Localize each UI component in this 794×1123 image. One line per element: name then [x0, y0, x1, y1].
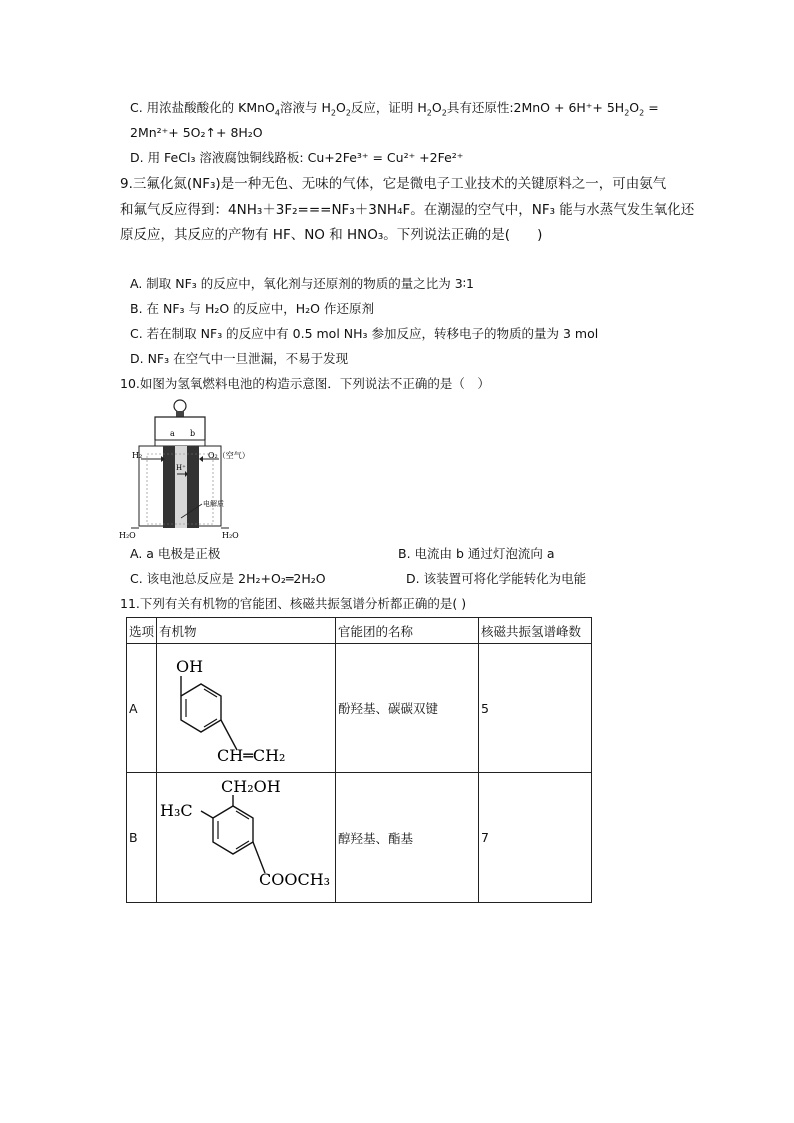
- header-compound: 有机物: [157, 618, 336, 644]
- q10-option-c: C. 该电池总反应是 2H₂+O₂═2H₂O: [130, 571, 326, 586]
- label-b: b: [190, 429, 196, 438]
- q8-c-text-4: 反应，证明 H: [350, 100, 427, 115]
- q8-c-text-3: O: [335, 100, 346, 115]
- label-vinyl: CH═CH₂: [217, 746, 286, 765]
- label-a: a: [170, 429, 175, 438]
- table-row: [127, 773, 592, 903]
- q9-option-a: A. 制取 NF₃ 的反应中，氧化剂与还原剂的物质的量之比为 3∶1: [130, 276, 474, 291]
- header-option: 选项: [127, 618, 157, 644]
- row-b-structure: [157, 773, 336, 903]
- q11-stem: 11.下列有关有机物的官能团、核磁共振氢谱分析都正确的是( ): [120, 596, 467, 611]
- structure-3-vinylphenol: [157, 644, 333, 769]
- row-a-option: A: [127, 644, 157, 773]
- row-a-functional-groups: 酚羟基、碳碳双键: [336, 644, 479, 773]
- electrode-b: [187, 446, 199, 528]
- label-oh: OH: [176, 657, 204, 676]
- q9-option-c: C. 若在制取 NF₃ 的反应中有 0.5 mol NH₃ 参加反应，转移电子的物质的量为 3 mol: [130, 326, 599, 341]
- row-a-peaks: 5: [479, 644, 592, 773]
- label-h2o-right: H₂O: [222, 531, 239, 540]
- q9-option-b: B. 在 NF₃ 与 H₂O 的反应中，H₂O 作还原剂: [130, 301, 374, 316]
- q10-stem: 10.如图为氢氧燃料电池的构造示意图．下列说法不正确的是（ ）: [120, 376, 490, 391]
- header-nmr-peaks: 核磁共振氢谱峰数: [479, 618, 592, 644]
- q8-c-text-7: O: [629, 100, 640, 115]
- q8-option-c-line1: C. 用浓盐酸酸化的 KMnO$_4$溶液与 $H_2O_2$反应，证明 $H_2O_2$具有还原性:2MnO + $6H^++ 5H_2O_2$ =: [130, 100, 659, 118]
- row-b-functional-groups: 醇羟基、酯基: [336, 773, 479, 903]
- q11-table: [126, 617, 592, 903]
- label-h-plus: H⁺: [176, 464, 186, 472]
- table-header-row: [127, 618, 592, 644]
- electrode-a: [163, 446, 175, 528]
- q9-stem-line1: 9.三氟化氮(NF₃)是一种无色、无味的气体，它是微电子工业技术的关键原料之一，可由氨气: [120, 176, 667, 192]
- electrolyte: [175, 446, 187, 528]
- label-electrolyte: 电解质: [203, 500, 224, 508]
- row-b-option: B: [127, 773, 157, 903]
- q9-option-d: D. NF₃ 在空气中一旦泄漏，不易于发现: [130, 351, 349, 366]
- q8-c-text-6: 具有还原性:2MnO + 6H⁺+ 5H: [446, 100, 625, 115]
- table-row: [127, 644, 592, 773]
- q8-option-c-line2: 2Mn²⁺+ 5O₂↑+ 8H₂O: [130, 125, 263, 140]
- q10-option-b: B. 电流由 b 通过灯泡流向 a: [398, 546, 555, 561]
- fuel-cell-svg: [117, 396, 262, 544]
- label-ester: COOCH₃: [259, 870, 331, 889]
- q10-option-a: A. a 电极是正极: [130, 546, 221, 561]
- q9-stem-line3: 原反应，其反应的产物有 HF、NO 和 HNO₃。下列说法正确的是( ): [120, 227, 543, 243]
- q8-c-text-1: C. 用浓盐酸酸化的 KMnO: [130, 100, 275, 115]
- label-ch3: H₃C: [160, 801, 193, 820]
- label-ch2oh: CH₂OH: [221, 777, 281, 796]
- row-b-peaks: 7: [479, 773, 592, 903]
- structure-methyl-benzoate-derivative: [157, 773, 333, 899]
- q8-c-text-2: 溶液与 H: [280, 100, 331, 115]
- q10-option-d: D. 该装置可将化学能转化为电能: [406, 571, 587, 586]
- q9-stem-line2: 和氟气反应得到：4NH₃＋3F₂===NF₃＋3NH₄F。在潮湿的空气中，NF₃ 能与水蒸气发生氧化还: [120, 202, 695, 218]
- q8-option-d: D. 用 FeCl₃ 溶液腐蚀铜线路板: Cu+2Fe³⁺ = Cu²⁺ +2Fe²⁺: [130, 150, 464, 165]
- fuel-cell-diagram: [117, 396, 262, 544]
- wire: [155, 417, 205, 440]
- label-h2: H₂: [132, 451, 143, 460]
- bulb-icon: [174, 400, 186, 412]
- label-h2o-left: H₂O: [119, 531, 136, 540]
- label-o2: O₂（空气）: [208, 451, 250, 460]
- q8-c-text-5: O: [431, 100, 442, 115]
- q8-c-text-8: =: [644, 100, 659, 115]
- bulb-base: [176, 411, 184, 417]
- header-functional-group: 官能团的名称: [336, 618, 479, 644]
- row-a-structure: [157, 644, 336, 773]
